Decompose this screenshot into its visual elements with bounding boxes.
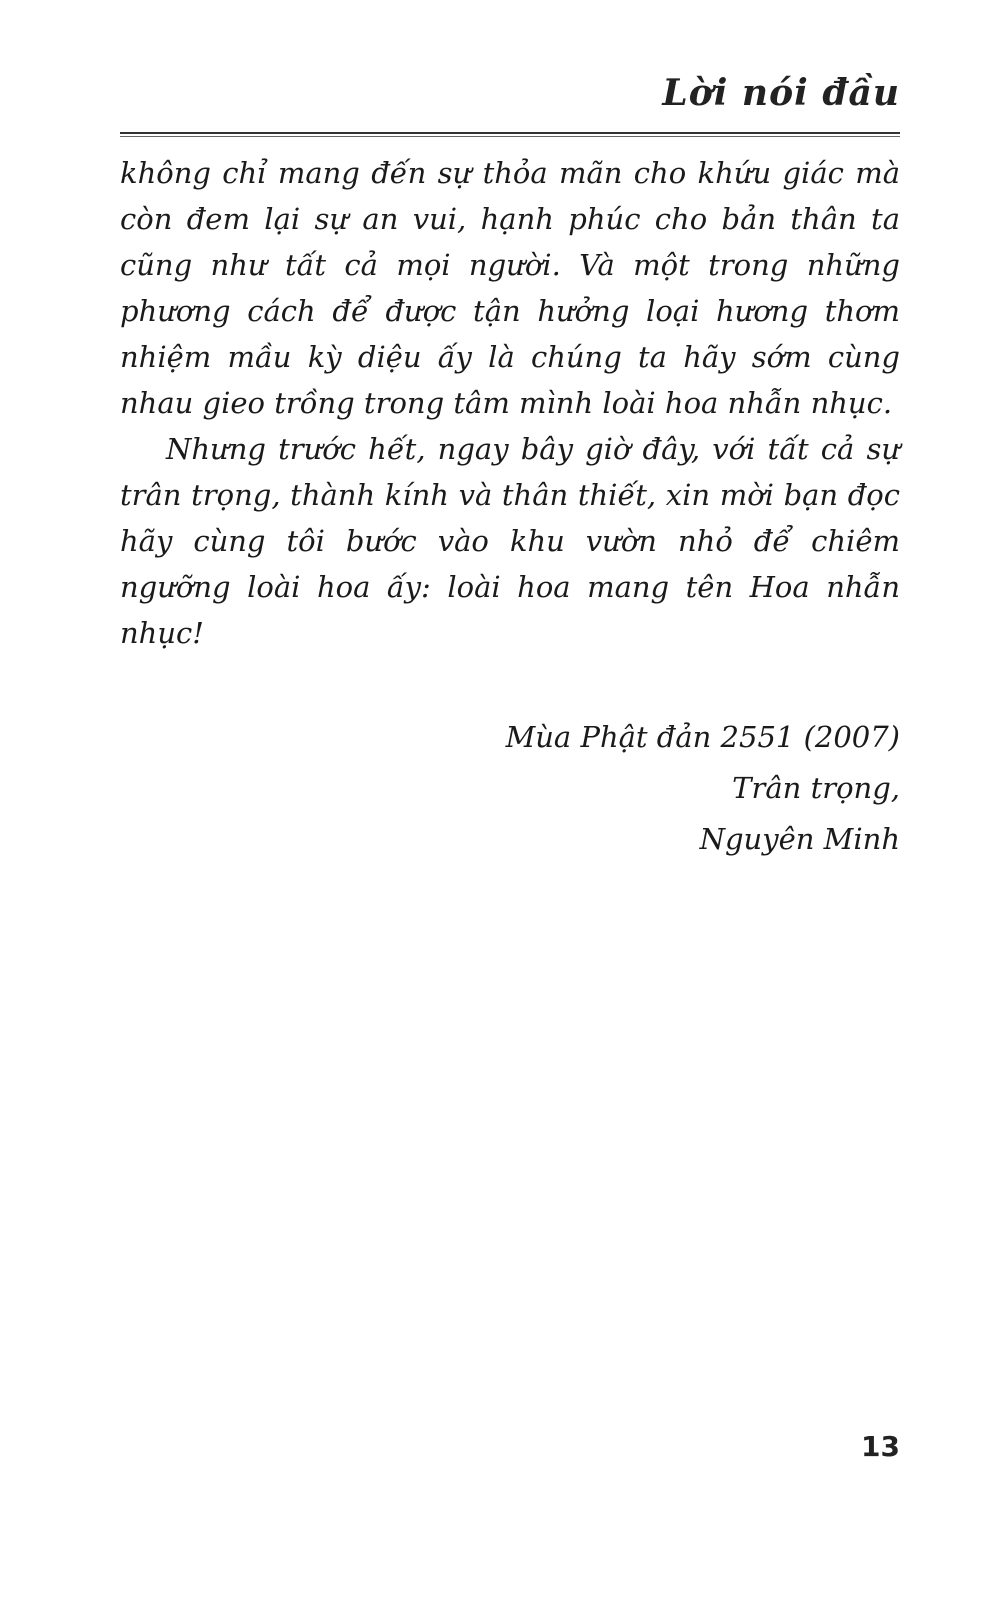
paragraph-1: không chỉ mang đến sự thỏa mãn cho khứu giác mà còn đem lại sự an vui, hạnh phúc cho bản thân ta cũng như tất cả mọi người. Và một trong những phương cách để được tận hưởng loại hương thơm nhiệm mầu kỳ diệu ấy là chúng ta hãy sớm cùng nhau gieo trồng trong tâm mình loài hoa nhẫn nhục. bbox=[120, 156, 900, 420]
header-divider bbox=[120, 132, 900, 137]
signature-date: Mùa Phật đản 2551 (2007) bbox=[505, 720, 900, 754]
signature-block bbox=[506, 712, 900, 865]
paragraph-2: Nhưng trước hết, ngay bây giờ đây, với tất cả sự trân trọng, thành kính và thân thiết, xin mời bạn đọc hãy cùng tôi bước vào khu vườn nhỏ để chiêm ngưỡng loài hoa ấy: loài hoa mang tên Hoa nhẫn nhục! bbox=[120, 432, 900, 650]
chapter-header-title: Lời nói đầu bbox=[662, 72, 900, 114]
signature-closing: Trân trọng, bbox=[732, 771, 900, 805]
body-text bbox=[120, 150, 900, 656]
page-number: 13 bbox=[861, 1430, 900, 1463]
signature-author: Nguyên Minh bbox=[699, 822, 900, 856]
